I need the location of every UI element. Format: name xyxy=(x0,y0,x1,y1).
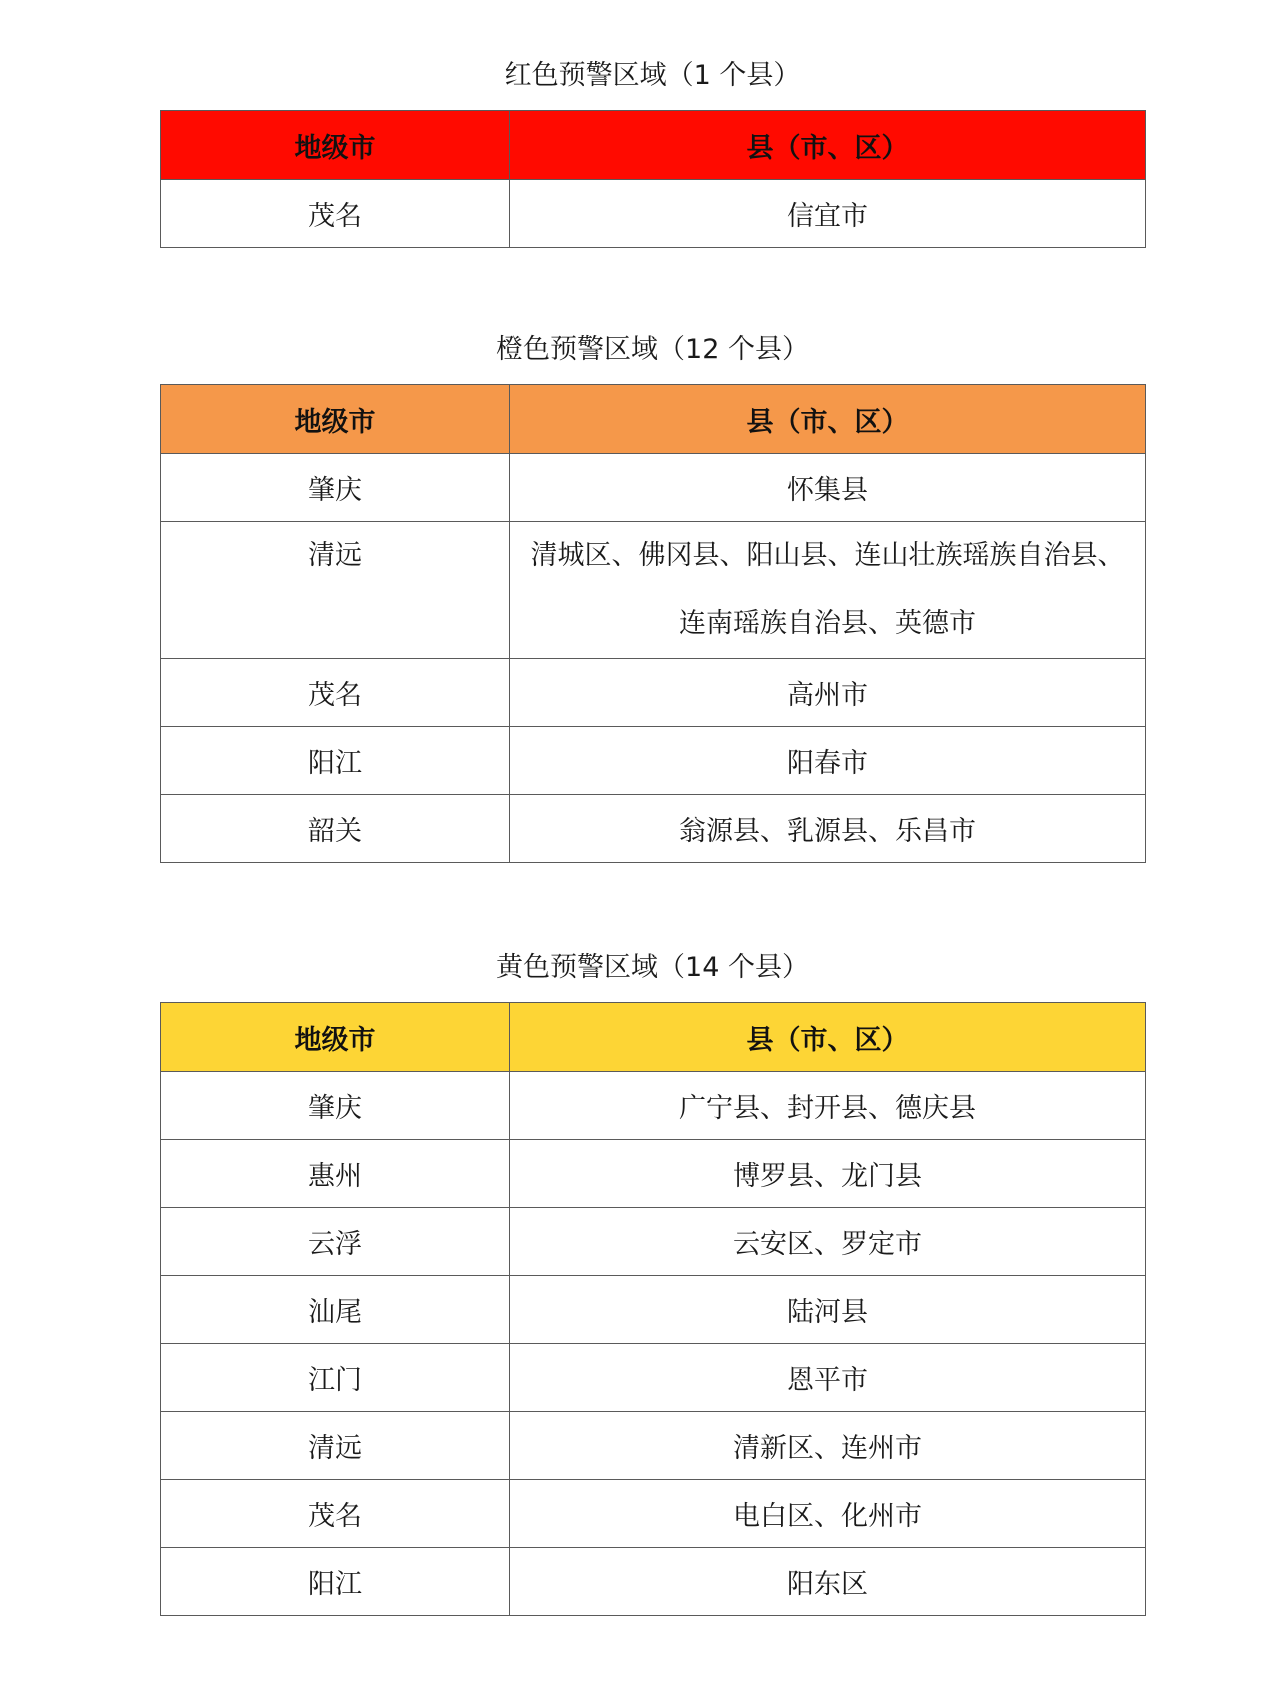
city-cell: 惠州 xyxy=(161,1140,510,1208)
table-row xyxy=(161,727,1146,795)
city-cell: 韶关 xyxy=(161,795,510,863)
yellow-warning-table xyxy=(160,1002,1146,1616)
table-row xyxy=(161,1412,1146,1480)
orange-section-title: 橙色预警区域（12 个县） xyxy=(496,334,809,365)
table-row xyxy=(161,1140,1146,1208)
city-cell: 云浮 xyxy=(161,1208,510,1276)
header-county: 县（市、区） xyxy=(510,385,1146,454)
county-cell: 翁源县、乳源县、乐昌市 xyxy=(510,795,1146,863)
city-cell: 茂名 xyxy=(161,659,510,727)
header-city: 地级市 xyxy=(161,385,510,454)
red-section-title: 红色预警区域（1 个县） xyxy=(504,60,801,91)
red-warning-table xyxy=(160,110,1146,248)
county-cell: 广宁县、封开县、德庆县 xyxy=(510,1072,1146,1140)
county-cell: 云安区、罗定市 xyxy=(510,1208,1146,1276)
table-row xyxy=(161,1548,1146,1616)
city-cell: 肇庆 xyxy=(161,1072,510,1140)
table-row xyxy=(161,1072,1146,1140)
orange-warning-section xyxy=(160,330,1145,863)
county-cell: 怀集县 xyxy=(510,454,1146,522)
table-row xyxy=(161,795,1146,863)
county-cell: 信宜市 xyxy=(510,180,1146,248)
county-cell: 高州市 xyxy=(510,659,1146,727)
header-city: 地级市 xyxy=(161,1003,510,1072)
yellow-table-header-row xyxy=(161,1003,1146,1072)
table-row xyxy=(161,1276,1146,1344)
city-cell: 阳江 xyxy=(161,1548,510,1616)
city-cell: 清远 xyxy=(161,1412,510,1480)
county-cell: 清城区、佛冈县、阳山县、连山壮族瑶族自治县、连南瑶族自治县、英德市 xyxy=(510,522,1146,659)
table-row xyxy=(161,180,1146,248)
city-cell: 茂名 xyxy=(161,180,510,248)
table-row xyxy=(161,1480,1146,1548)
table-row xyxy=(161,659,1146,727)
city-cell: 汕尾 xyxy=(161,1276,510,1344)
county-cell: 阳东区 xyxy=(510,1548,1146,1616)
county-cell: 恩平市 xyxy=(510,1344,1146,1412)
county-cell: 陆河县 xyxy=(510,1276,1146,1344)
red-warning-section xyxy=(160,56,1145,248)
city-cell: 江门 xyxy=(161,1344,510,1412)
city-cell: 茂名 xyxy=(161,1480,510,1548)
table-row xyxy=(161,1208,1146,1276)
header-city: 地级市 xyxy=(161,111,510,180)
county-cell: 清新区、连州市 xyxy=(510,1412,1146,1480)
table-row xyxy=(161,454,1146,522)
red-table-header-row xyxy=(161,111,1146,180)
table-row xyxy=(161,1344,1146,1412)
orange-table-header-row xyxy=(161,385,1146,454)
header-county: 县（市、区） xyxy=(510,111,1146,180)
county-cell: 电白区、化州市 xyxy=(510,1480,1146,1548)
yellow-warning-section xyxy=(160,948,1145,1616)
table-row xyxy=(161,522,1146,659)
orange-warning-table xyxy=(160,384,1146,863)
city-cell: 清远 xyxy=(161,522,510,659)
header-county: 县（市、区） xyxy=(510,1003,1146,1072)
city-cell: 阳江 xyxy=(161,727,510,795)
county-cell: 博罗县、龙门县 xyxy=(510,1140,1146,1208)
yellow-section-title: 黄色预警区域（14 个县） xyxy=(496,952,809,983)
county-cell: 阳春市 xyxy=(510,727,1146,795)
city-cell: 肇庆 xyxy=(161,454,510,522)
